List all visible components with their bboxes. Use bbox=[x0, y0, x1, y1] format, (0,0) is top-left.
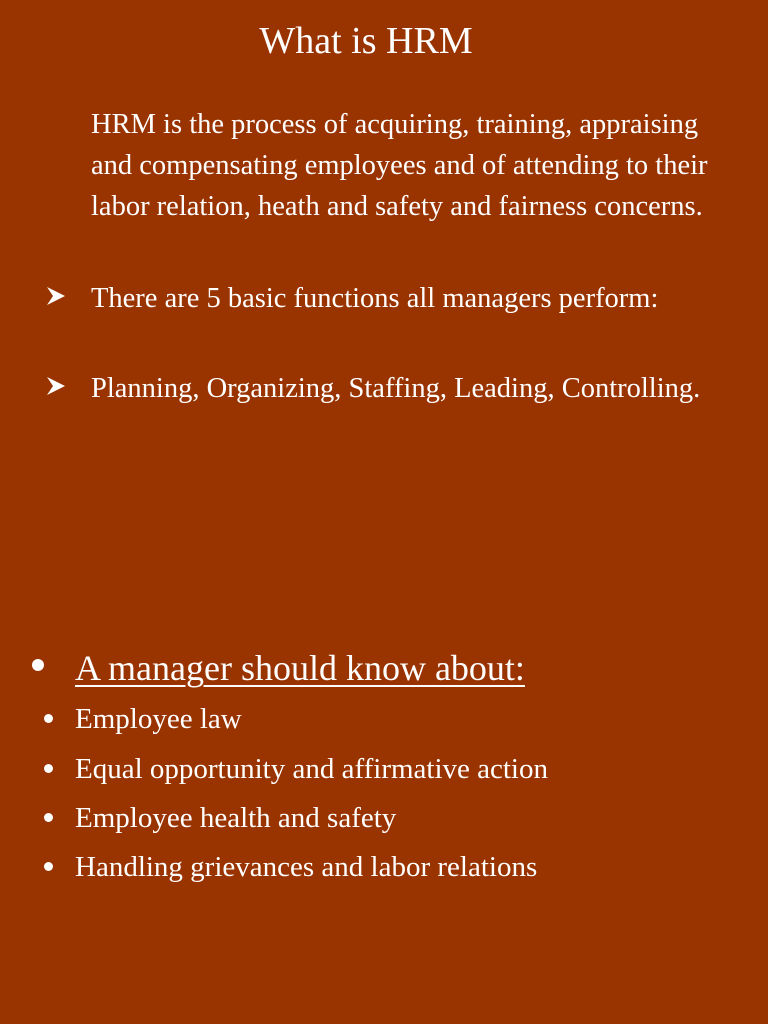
manager-knowledge-heading: A manager should know about: bbox=[75, 648, 525, 688]
list-item: Employee law bbox=[75, 703, 242, 735]
round-bullet-icon bbox=[44, 862, 53, 871]
functions-intro-item: There are 5 basic functions all managers perform: bbox=[91, 283, 659, 314]
arrowhead-bullet-icon bbox=[45, 375, 67, 397]
arrowhead-bullet-icon bbox=[45, 285, 67, 307]
list-item: Employee health and safety bbox=[75, 802, 397, 834]
list-item: Equal opportunity and affirmative action bbox=[75, 753, 548, 785]
round-bullet-icon bbox=[44, 764, 53, 773]
round-bullet-icon bbox=[44, 714, 53, 723]
round-bullet-icon bbox=[44, 813, 53, 822]
slide-title: What is HRM bbox=[259, 20, 473, 62]
list-item: Handling grievances and labor relations bbox=[75, 851, 538, 883]
round-bullet-icon bbox=[32, 659, 44, 671]
intro-paragraph: HRM is the process of acquiring, training, appraising and compensating employees and of attending to their labor relation, heath and safety and fairness concerns. bbox=[91, 109, 708, 222]
functions-list-item: Planning, Organizing, Staffing, Leading, Controlling. bbox=[91, 373, 701, 404]
